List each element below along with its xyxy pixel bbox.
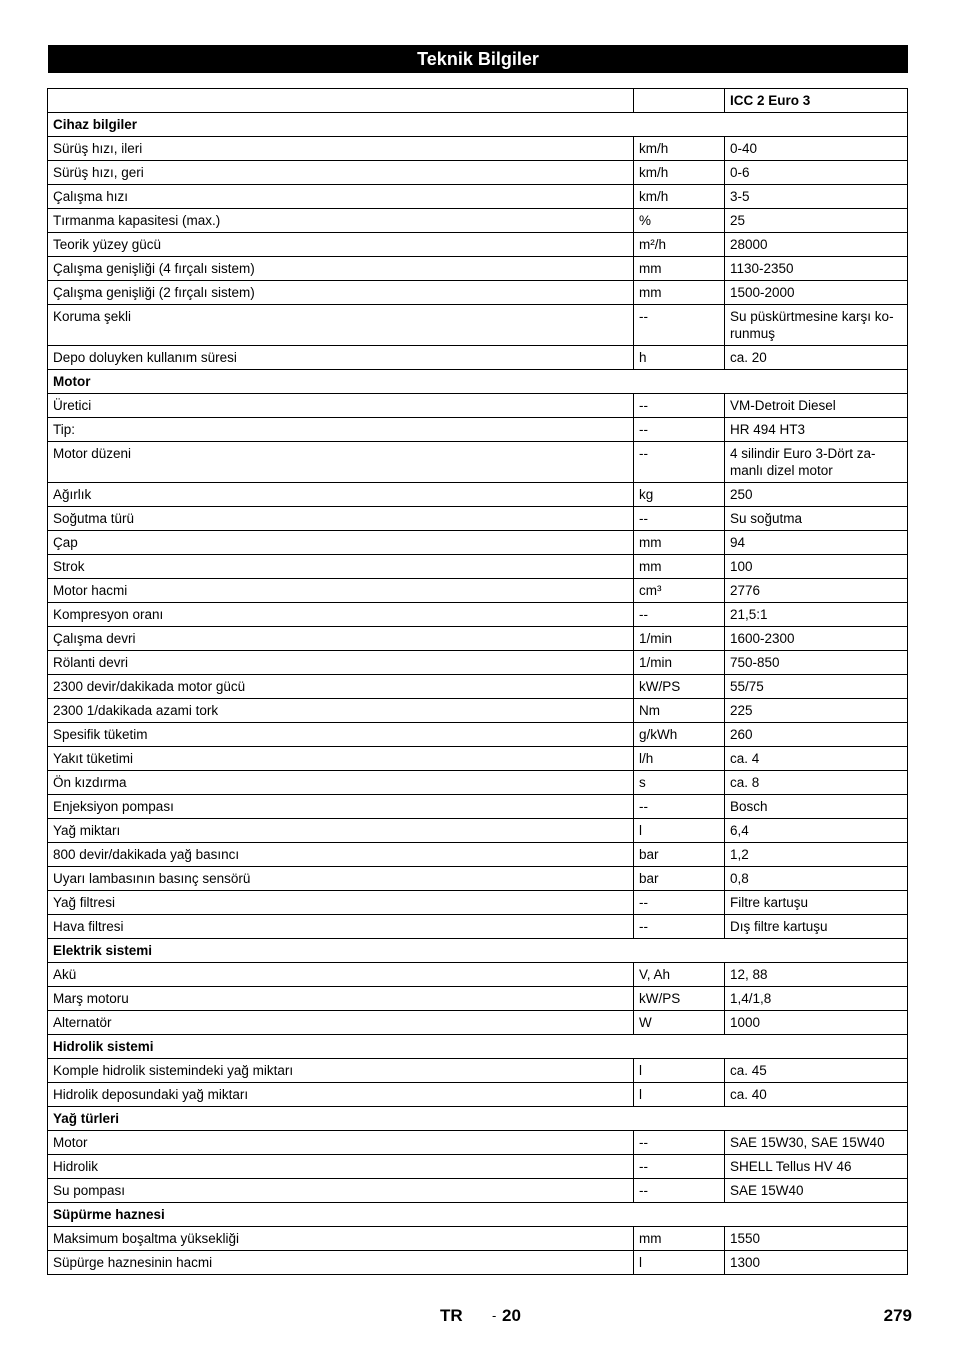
table-row [48,1155,908,1179]
spec-value: 4 silindir Euro 3-Dört za-manlı dizel motor [725,442,908,483]
spec-label: Akü [48,963,634,987]
spec-label: Motor düzeni [48,442,634,483]
table-row [48,627,908,651]
spec-value: 55/75 [725,675,908,699]
header-unit-cell [634,89,725,113]
spec-unit: W [634,1011,725,1035]
spec-value: SHELL Tellus HV 46 [725,1155,908,1179]
spec-unit: l/h [634,747,725,771]
table-row [48,346,908,370]
table-row [48,555,908,579]
technical-data-table [47,88,908,1275]
spec-unit: h [634,346,725,370]
spec-label: Üretici [48,394,634,418]
spec-value: Filtre kartuşu [725,891,908,915]
spec-value: SAE 15W40 [725,1179,908,1203]
spec-value: 25 [725,209,908,233]
section-row [48,113,908,137]
spec-label: Ağırlık [48,483,634,507]
spec-value: 21,5:1 [725,603,908,627]
spec-value: 1000 [725,1011,908,1035]
spec-unit: -- [634,795,725,819]
spec-label: Spesifik tüketim [48,723,634,747]
section-row [48,939,908,963]
spec-value: 0-6 [725,161,908,185]
spec-label: Koruma şekli [48,305,634,346]
spec-label: Soğutma türü [48,507,634,531]
table-row [48,1011,908,1035]
table-row [48,843,908,867]
spec-unit: Nm [634,699,725,723]
spec-unit: bar [634,843,725,867]
spec-value: 94 [725,531,908,555]
spec-unit: -- [634,1131,725,1155]
spec-unit: 1/min [634,651,725,675]
spec-unit: -- [634,442,725,483]
table-row [48,305,908,346]
spec-value: 225 [725,699,908,723]
spec-label: Çalışma hızı [48,185,634,209]
spec-value: 260 [725,723,908,747]
spec-label: 2300 1/dakikada azami tork [48,699,634,723]
spec-unit: mm [634,1227,725,1251]
table-row [48,699,908,723]
spec-unit: 1/min [634,627,725,651]
table-row [48,394,908,418]
table-row [48,161,908,185]
spec-unit: -- [634,305,725,346]
spec-label: Alternatör [48,1011,634,1035]
spec-unit: -- [634,418,725,442]
table-row [48,442,908,483]
spec-value: Su soğutma [725,507,908,531]
spec-label: Uyarı lambasının basınç sensörü [48,867,634,891]
spec-value: ca. 4 [725,747,908,771]
spec-label: Çap [48,531,634,555]
table-row [48,137,908,161]
spec-value: 28000 [725,233,908,257]
spec-unit: -- [634,1155,725,1179]
table-row [48,1059,908,1083]
table-row [48,1251,908,1275]
spec-value: 6,4 [725,819,908,843]
footer-language: TR [440,1306,463,1325]
spec-value: 1300 [725,1251,908,1275]
spec-label: Motor hacmi [48,579,634,603]
spec-unit: -- [634,1179,725,1203]
spec-label: Çalışma genişliği (4 fırçalı sistem) [48,257,634,281]
spec-label: Ön kızdırma [48,771,634,795]
spec-label: Komple hidrolik sistemindeki yağ miktarı [48,1059,634,1083]
table-row [48,747,908,771]
spec-unit: -- [634,891,725,915]
spec-label: Sürüş hızı, geri [48,161,634,185]
footer-dash: - [492,1308,497,1323]
table-row [48,771,908,795]
spec-unit: mm [634,257,725,281]
header-label-cell [48,89,634,113]
model-name: ICC 2 Euro 3 [725,89,908,113]
spec-label: Yağ miktarı [48,819,634,843]
section-heading: Motor [48,370,908,394]
spec-label: Hava filtresi [48,915,634,939]
spec-unit: bar [634,867,725,891]
section-row [48,1035,908,1059]
spec-label: Enjeksiyon pompası [48,795,634,819]
spec-label: Strok [48,555,634,579]
spec-unit: mm [634,555,725,579]
spec-unit: % [634,209,725,233]
spec-unit: l [634,1083,725,1107]
spec-unit: km/h [634,185,725,209]
spec-value: 1130-2350 [725,257,908,281]
spec-label: Maksimum boşaltma yüksekliği [48,1227,634,1251]
spec-label: Sürüş hızı, ileri [48,137,634,161]
spec-unit: s [634,771,725,795]
spec-unit: m²/h [634,233,725,257]
spec-value: 1500-2000 [725,281,908,305]
spec-value: VM-Detroit Diesel [725,394,908,418]
spec-value: ca. 45 [725,1059,908,1083]
table-row [48,233,908,257]
table-row [48,867,908,891]
spec-value: ca. 40 [725,1083,908,1107]
table-row [48,987,908,1011]
section-heading: Cihaz bilgiler [48,113,908,137]
spec-unit: l [634,819,725,843]
section-heading: Hidrolik sistemi [48,1035,908,1059]
spec-label: Süpürge haznesinin hacmi [48,1251,634,1275]
spec-label: Çalışma devri [48,627,634,651]
technical-data-table-body [48,89,908,1275]
spec-value: 3-5 [725,185,908,209]
table-row [48,891,908,915]
table-row [48,675,908,699]
spec-unit: km/h [634,161,725,185]
spec-label: Depo doluyken kullanım süresi [48,346,634,370]
spec-label: Su pompası [48,1179,634,1203]
spec-label: Tip: [48,418,634,442]
spec-label: Tırmanma kapasitesi (max.) [48,209,634,233]
spec-unit: g/kWh [634,723,725,747]
spec-label: Çalışma genişliği (2 fırçalı sistem) [48,281,634,305]
spec-value: Dış filtre kartuşu [725,915,908,939]
spec-value: SAE 15W30, SAE 15W40 [725,1131,908,1155]
page-title: Teknik Bilgiler [48,45,908,73]
spec-label: Yakıt tüketimi [48,747,634,771]
table-row [48,915,908,939]
table-row [48,483,908,507]
spec-unit: mm [634,531,725,555]
section-row [48,1203,908,1227]
spec-unit: kW/PS [634,675,725,699]
spec-unit: -- [634,915,725,939]
table-row [48,1083,908,1107]
section-row [48,1107,908,1131]
spec-label: Hidrolik [48,1155,634,1179]
section-row [48,370,908,394]
spec-value: 1550 [725,1227,908,1251]
footer-page-number: 279 [883,1306,912,1325]
spec-value: 250 [725,483,908,507]
spec-value: Bosch [725,795,908,819]
spec-label: 800 devir/dakikada yağ basıncı [48,843,634,867]
table-row [48,281,908,305]
spec-label: Marş motoru [48,987,634,1011]
spec-unit: -- [634,394,725,418]
table-row [48,651,908,675]
table-row [48,257,908,281]
table-header-row [48,89,908,113]
table-row [48,418,908,442]
spec-value: 2776 [725,579,908,603]
spec-value: ca. 20 [725,346,908,370]
table-row [48,723,908,747]
spec-label: Kompresyon oranı [48,603,634,627]
spec-value: 750-850 [725,651,908,675]
section-heading: Elektrik sistemi [48,939,908,963]
spec-unit: kW/PS [634,987,725,1011]
spec-value: 0,8 [725,867,908,891]
spec-label: Yağ filtresi [48,891,634,915]
section-heading: Süpürme haznesi [48,1203,908,1227]
spec-unit: km/h [634,137,725,161]
spec-label: Rölanti devri [48,651,634,675]
spec-unit: kg [634,483,725,507]
spec-value: HR 494 HT3 [725,418,908,442]
section-heading: Yağ türleri [48,1107,908,1131]
spec-unit: -- [634,507,725,531]
spec-label: Motor [48,1131,634,1155]
table-row [48,507,908,531]
spec-value: 1600-2300 [725,627,908,651]
table-row [48,531,908,555]
spec-value: 1,4/1,8 [725,987,908,1011]
spec-unit: mm [634,281,725,305]
table-row [48,819,908,843]
spec-label: Hidrolik deposundaki yağ miktarı [48,1083,634,1107]
table-row [48,579,908,603]
table-row [48,209,908,233]
spec-unit: cm³ [634,579,725,603]
spec-value: ca. 8 [725,771,908,795]
footer-section-page: 20 [502,1306,521,1325]
spec-value: 1,2 [725,843,908,867]
table-row [48,603,908,627]
table-row [48,185,908,209]
spec-label: 2300 devir/dakikada motor gücü [48,675,634,699]
table-row [48,1227,908,1251]
table-row [48,1131,908,1155]
table-row [48,795,908,819]
spec-unit: -- [634,603,725,627]
spec-unit: V, Ah [634,963,725,987]
spec-unit: l [634,1059,725,1083]
spec-unit: l [634,1251,725,1275]
spec-value: 0-40 [725,137,908,161]
spec-value: 12, 88 [725,963,908,987]
spec-value: Su püskürtmesine karşı ko-runmuş [725,305,908,346]
table-row [48,963,908,987]
table-row [48,1179,908,1203]
spec-value: 100 [725,555,908,579]
spec-label: Teorik yüzey gücü [48,233,634,257]
